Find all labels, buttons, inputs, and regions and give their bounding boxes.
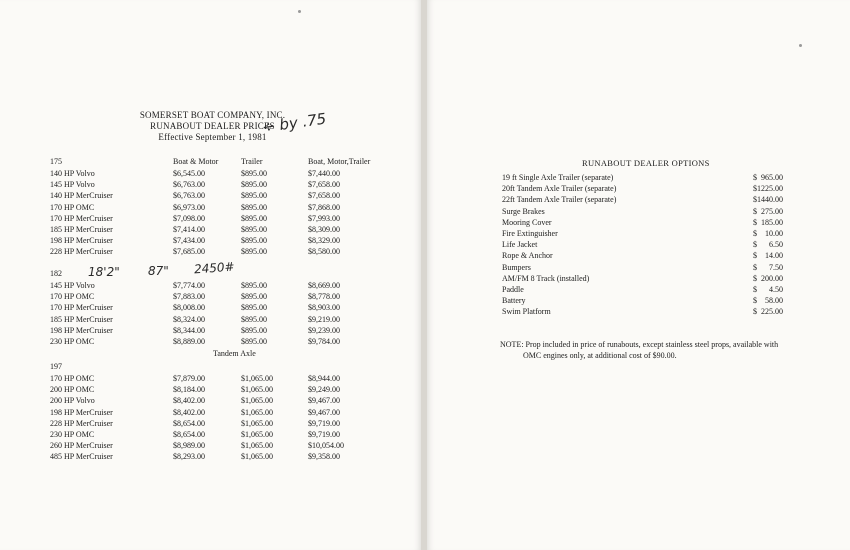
option-price: $ 185.00 (753, 217, 783, 227)
trailer-price: $1,065.00 (241, 430, 273, 439)
trailer-price: $895.00 (241, 169, 267, 178)
engine-cell: 230 HP OMC (50, 337, 95, 346)
trailer-price: $895.00 (241, 247, 267, 257)
section-label: 175 (50, 157, 62, 166)
option-name: 19 ft Single Axle Trailer (separate) (502, 173, 614, 182)
boat-motor-price: $7,414.00 (173, 225, 205, 234)
boat-motor-price: $8,654.00 (173, 418, 205, 428)
engine-cell: 228 HP MerCruiser (50, 247, 113, 257)
tandem-axle-label: Tandem Axle (213, 349, 256, 358)
trailer-price: $1,065.00 (241, 374, 273, 383)
boat-motor-price: $7,879.00 (173, 374, 205, 383)
total-price: $9,719.00 (308, 418, 340, 428)
option-name: Paddle (502, 285, 524, 294)
paper-speck (298, 10, 301, 13)
engine-cell: 230 HP OMC (50, 430, 95, 439)
left-page (0, 0, 421, 550)
engine-cell: 170 HP OMC (50, 202, 95, 212)
option-price: $ 225.00 (753, 307, 783, 317)
engine-cell: 228 HP MerCruiser (50, 418, 113, 428)
engine-cell: 200 HP Volvo (50, 396, 95, 406)
total-price: $9,239.00 (308, 325, 340, 335)
handwritten-width: 87" (148, 264, 169, 278)
engine-cell: 170 HP OMC (50, 292, 95, 302)
total-price: $8,903.00 (308, 303, 340, 313)
total-price: $10,054.00 (308, 441, 344, 451)
boat-motor-price: $8,008.00 (173, 303, 205, 313)
trailer-price: $1,065.00 (241, 385, 273, 395)
total-price: $9,358.00 (308, 452, 340, 462)
boat-motor-price: $8,293.00 (173, 452, 205, 462)
note-line-2: OMC engines only, at additional cost of $90.00. (523, 350, 677, 360)
option-name: Life Jacket (502, 240, 538, 250)
option-name: Surge Brakes (502, 206, 545, 216)
boat-motor-price: $7,883.00 (173, 292, 205, 302)
option-name: Fire Extinguisher (502, 229, 558, 238)
total-price: $9,249.00 (308, 385, 340, 395)
engine-cell: 170 HP OMC (50, 374, 95, 383)
trailer-price: $1,065.00 (241, 452, 273, 462)
total-price: $9,467.00 (308, 407, 340, 417)
engine-cell: 185 HP MerCruiser (50, 225, 113, 234)
boat-motor-price: $7,434.00 (173, 236, 205, 246)
engine-cell: 198 HP MerCruiser (50, 236, 113, 246)
option-name: 20ft Tandem Axle Trailer (separate) (502, 184, 617, 194)
trailer-price: $895.00 (241, 314, 267, 324)
total-price: $9,719.00 (308, 430, 340, 439)
total-price: $7,993.00 (308, 213, 340, 223)
total-price: $9,467.00 (308, 396, 340, 406)
trailer-price: $895.00 (241, 325, 267, 335)
engine-cell: 198 HP MerCruiser (50, 407, 113, 417)
total-price: $7,658.00 (308, 191, 340, 201)
trailer-price: $895.00 (241, 202, 267, 212)
option-price: $ 14.00 (753, 251, 783, 261)
note-line-1: NOTE: Prop included in price of runabouts, except stainless steel props, available with (500, 340, 779, 349)
boat-motor-price: $8,654.00 (173, 430, 205, 439)
option-name: Bumpers (502, 262, 531, 272)
engine-cell: 145 HP Volvo (50, 281, 95, 290)
handwritten-note: ÷ by .75 (261, 109, 328, 137)
option-price: $1225.00 (753, 184, 783, 194)
options-title: RUNABOUT DEALER OPTIONS (582, 158, 710, 168)
option-name: Mooring Cover (502, 217, 552, 227)
boat-motor-price: $8,402.00 (173, 407, 205, 417)
total-price: $9,219.00 (308, 314, 340, 324)
boat-motor-price: $8,324.00 (173, 314, 205, 324)
trailer-price: $895.00 (241, 281, 267, 290)
option-name: Rope & Anchor (502, 251, 553, 261)
engine-cell: 140 HP Volvo (50, 169, 95, 178)
boat-motor-price: $6,763.00 (173, 180, 205, 190)
trailer-price: $895.00 (241, 191, 267, 201)
boat-motor-price: $6,545.00 (173, 169, 205, 178)
trailer-price: $1,065.00 (241, 396, 273, 406)
option-price: $ 58.00 (753, 296, 783, 306)
boat-motor-price: $8,402.00 (173, 396, 205, 406)
col-header-trailer: Trailer (241, 157, 263, 166)
option-price: $ 200.00 (753, 273, 783, 283)
trailer-price: $1,065.00 (241, 407, 273, 417)
trailer-price: $895.00 (241, 303, 267, 313)
engine-cell: 170 HP MerCruiser (50, 213, 113, 223)
engine-cell: 485 HP MerCruiser (50, 452, 113, 462)
paper-speck (799, 44, 802, 47)
total-price: $8,944.00 (308, 374, 340, 383)
company-name: SOMERSET BOAT COMPANY, INC. (139, 110, 286, 120)
right-page (427, 0, 850, 550)
boat-motor-price: $7,098.00 (173, 213, 205, 223)
option-name: 22ft Tandem Axle Trailer (separate) (502, 195, 617, 205)
option-name: Swim Platform (502, 307, 551, 317)
option-price: $ 965.00 (753, 173, 783, 182)
engine-cell: 260 HP MerCruiser (50, 441, 113, 451)
trailer-price: $1,065.00 (241, 441, 273, 451)
total-price: $8,329.00 (308, 236, 340, 246)
total-price: $8,580.00 (308, 247, 340, 257)
col-header-boat-motor: Boat & Motor (173, 157, 219, 166)
document-title: RUNABOUT DEALER PRICES (150, 121, 275, 131)
trailer-price: $895.00 (241, 292, 267, 302)
engine-cell: 145 HP Volvo (50, 180, 95, 190)
boat-motor-price: $8,989.00 (173, 441, 205, 451)
boat-motor-price: $7,774.00 (173, 281, 205, 290)
section-label: 182 (50, 269, 62, 278)
boat-motor-price: $6,973.00 (173, 202, 205, 212)
handwritten-length: 18'2" (88, 265, 120, 279)
trailer-price: $1,065.00 (241, 418, 273, 428)
boat-motor-price: $7,685.00 (173, 247, 205, 257)
trailer-price: $895.00 (241, 180, 267, 190)
boat-motor-price: $8,889.00 (173, 337, 205, 346)
option-price: $ 7.50 (753, 262, 783, 272)
engine-cell: 185 HP MerCruiser (50, 314, 113, 324)
option-price: $ 6.50 (753, 240, 783, 250)
effective-date: Effective September 1, 1981 (158, 132, 267, 142)
engine-cell: 198 HP MerCruiser (50, 325, 113, 335)
total-price: $9,784.00 (308, 337, 340, 346)
total-price: $7,868.00 (308, 202, 340, 212)
section-label: 197 (50, 362, 62, 371)
prop-note (500, 340, 800, 361)
boat-motor-price: $6,763.00 (173, 191, 205, 201)
boat-motor-price: $8,184.00 (173, 385, 205, 395)
option-price: $ 10.00 (753, 229, 783, 238)
trailer-price: $895.00 (241, 225, 267, 234)
total-price: $8,778.00 (308, 292, 340, 302)
total-price: $8,669.00 (308, 281, 340, 290)
option-name: AM/FM 8 Track (installed) (502, 273, 590, 283)
total-price: $7,440.00 (308, 169, 340, 178)
option-price: $ 275.00 (753, 206, 783, 216)
handwritten-weight: 2450# (193, 259, 236, 277)
boat-motor-price: $8,344.00 (173, 325, 205, 335)
engine-cell: 140 HP MerCruiser (50, 191, 113, 201)
option-name: Battery (502, 296, 526, 306)
trailer-price: $895.00 (241, 236, 267, 246)
col-header-boat-motor-trailer: Boat, Motor,Trailer (308, 157, 371, 166)
engine-cell: 200 HP OMC (50, 385, 95, 395)
engine-cell: 170 HP MerCruiser (50, 303, 113, 313)
option-price: $1440.00 (753, 195, 783, 205)
trailer-price: $895.00 (241, 337, 267, 346)
option-price: $ 4.50 (753, 285, 783, 294)
total-price: $7,658.00 (308, 180, 340, 190)
total-price: $8,309.00 (308, 225, 340, 234)
trailer-price: $895.00 (241, 213, 267, 223)
